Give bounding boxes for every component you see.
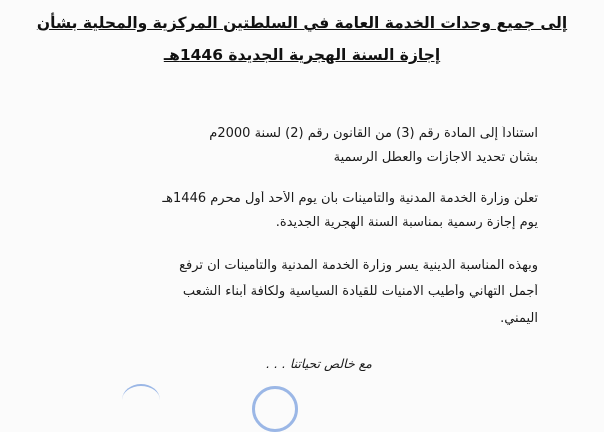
document-heading-line-2: إجازة السنة الهجرية الجديدة 1446هـ — [163, 46, 441, 64]
paragraph-1-line-2: بشأن تحديد الاجازات والعطل الرسمية — [333, 150, 538, 165]
paragraph-1-line-1: استناداً إلى المادة رقم (3) من القانون رقم (2) لسنة 2000م — [209, 126, 538, 141]
paragraph-3-line-2: أجمل التهاني وأطيب الامنيات للقيادة السياسية ولكافة أبناء الشعب — [182, 284, 538, 299]
signature-mark — [122, 384, 160, 416]
paragraph-3-line-3: اليمني. — [500, 311, 538, 326]
paragraph-2-line-2: يوم إجازة رسمية بمناسبة السنة الهجرية الجديدة. — [275, 215, 538, 230]
document-heading-line-1: إلى جميع وحدات الخدمة العامة في السلطتين المركزية والمحلية بشأن — [36, 14, 568, 32]
official-seal — [252, 386, 298, 432]
paragraph-3-line-1: وبهذه المناسبة الدينية يسر وزارة الخدمة المدنية والتأمينات ان ترفع — [179, 258, 538, 273]
paragraph-2-line-1: تعلن وزارة الخدمة المدنية والتأمينات بأن يوم الأحد أول محرم 1446هـ — [162, 191, 538, 206]
closing-salutation: مع خالص تحياتنا . . . — [266, 356, 372, 371]
